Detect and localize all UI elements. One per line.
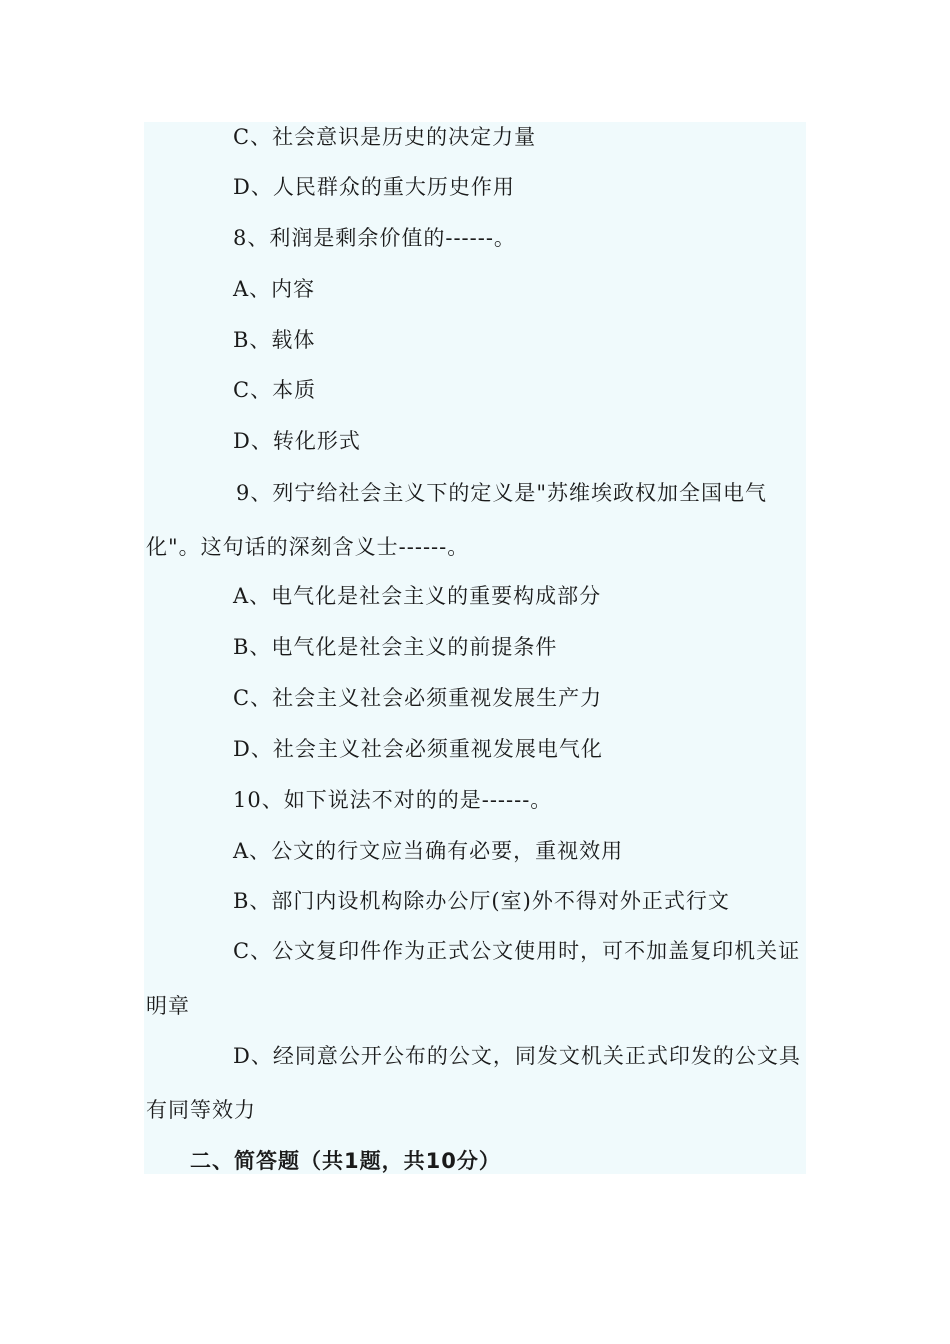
q9-option-a: A、电气化是社会主义的重要构成部分 <box>233 584 602 608</box>
q10-option-d-line2: 有同等效力 <box>146 1098 256 1122</box>
q10-question: 10、如下说法不对的的是------。 <box>233 788 553 812</box>
q7-option-c: C、社会意识是历史的决定力量 <box>233 125 537 149</box>
q10-option-d-line1: D、经同意公开公布的公文，同发文机关正式印发的公文具 <box>233 1044 801 1068</box>
q8-option-b: B、载体 <box>233 328 316 352</box>
q8-option-c: C、本质 <box>233 378 317 402</box>
section-heading: 二、简答题（共1题，共10分） <box>190 1149 501 1173</box>
q10-option-a: A、公文的行文应当确有必要，重视效用 <box>233 839 624 863</box>
q10-option-c-line1: C、公文复印件作为正式公文使用时，可不加盖复印机关证 <box>233 939 801 963</box>
q9-option-b: B、电气化是社会主义的前提条件 <box>233 635 558 659</box>
q9-option-d: D、社会主义社会必须重视发展电气化 <box>233 737 603 761</box>
q9-question-line1: 9、列宁给社会主义下的定义是"苏维埃政权加全国电气 <box>236 481 768 505</box>
q8-option-d: D、转化形式 <box>233 429 361 453</box>
q10-option-b: B、部门内设机构除办公厅(室)外不得对外正式行文 <box>233 889 730 913</box>
q9-question-line2: 化"。这句话的深刻含义士------。 <box>146 535 470 559</box>
q8-option-a: A、内容 <box>233 277 316 301</box>
q10-option-c-line2: 明章 <box>146 994 190 1018</box>
q9-option-c: C、社会主义社会必须重视发展生产力 <box>233 686 603 710</box>
q7-option-d: D、人民群众的重大历史作用 <box>233 175 515 199</box>
q8-question: 8、利润是剩余价值的------。 <box>233 226 516 250</box>
